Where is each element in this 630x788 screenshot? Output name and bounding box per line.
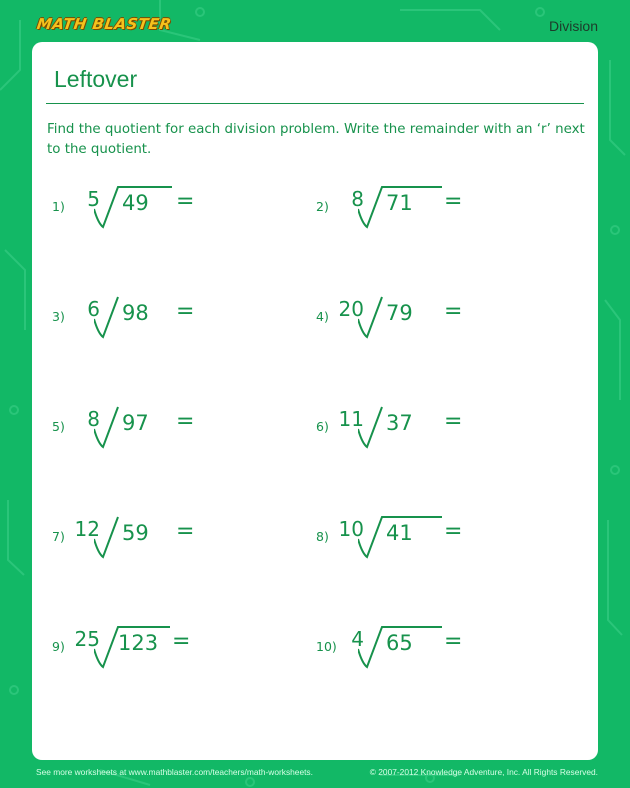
dividend: 65 [386, 631, 413, 655]
problem-number: 6) [316, 419, 329, 434]
category-label: Division [548, 18, 598, 34]
divisor: 5 [87, 187, 100, 211]
equals-sign: = [444, 629, 463, 654]
problem-number: 9) [52, 639, 65, 654]
divisor: 6 [87, 297, 100, 321]
footer-worksheets-link[interactable]: See more worksheets at www.mathblaster.com/teachers/math-worksheets. [36, 767, 313, 777]
problem-number: 10) [316, 639, 337, 654]
equals-sign: = [444, 519, 463, 544]
dividend: 123 [118, 631, 159, 655]
divisor: 8 [87, 407, 100, 431]
footer-copyright: © 2007-2012 Knowledge Adventure, Inc. All Rights Reserved. [369, 767, 598, 777]
dividend: 97 [122, 411, 149, 435]
divisor: 4 [351, 627, 364, 651]
dividend: 79 [386, 301, 413, 325]
equals-sign: = [444, 299, 463, 324]
divisor: 8 [351, 187, 364, 211]
problem-number: 8) [316, 529, 329, 544]
divisor: 25 [74, 627, 100, 651]
equals-sign: = [176, 189, 195, 214]
dividend: 41 [386, 521, 413, 545]
problem-number: 1) [52, 199, 65, 214]
dividend: 71 [386, 191, 413, 215]
dividend: 59 [122, 521, 149, 545]
equals-sign: = [444, 189, 463, 214]
math-blaster-logo: MATH BLASTER [35, 15, 173, 33]
worksheet-title: Leftover [54, 66, 138, 92]
equals-sign: = [176, 519, 195, 544]
divisor: 10 [338, 517, 364, 541]
equals-sign: = [444, 409, 463, 434]
divisor: 12 [74, 517, 100, 541]
title-divider [46, 103, 584, 104]
equals-sign: = [176, 299, 195, 324]
equals-sign: = [172, 629, 191, 654]
problem-number: 5) [52, 419, 65, 434]
problem-number: 3) [52, 309, 65, 324]
divisor: 11 [338, 407, 364, 431]
dividend: 37 [386, 411, 413, 435]
problem-number: 2) [316, 199, 329, 214]
dividend: 49 [122, 191, 149, 215]
problem-number: 4) [316, 309, 329, 324]
instructions-text: Find the quotient for each division problem. Write the remainder with an ‘r’ next to the quotient. [47, 122, 585, 157]
dividend: 98 [122, 301, 149, 325]
problem-number: 7) [52, 529, 65, 544]
worksheet-panel [32, 42, 598, 760]
divisor: 20 [338, 297, 364, 321]
equals-sign: = [176, 409, 195, 434]
